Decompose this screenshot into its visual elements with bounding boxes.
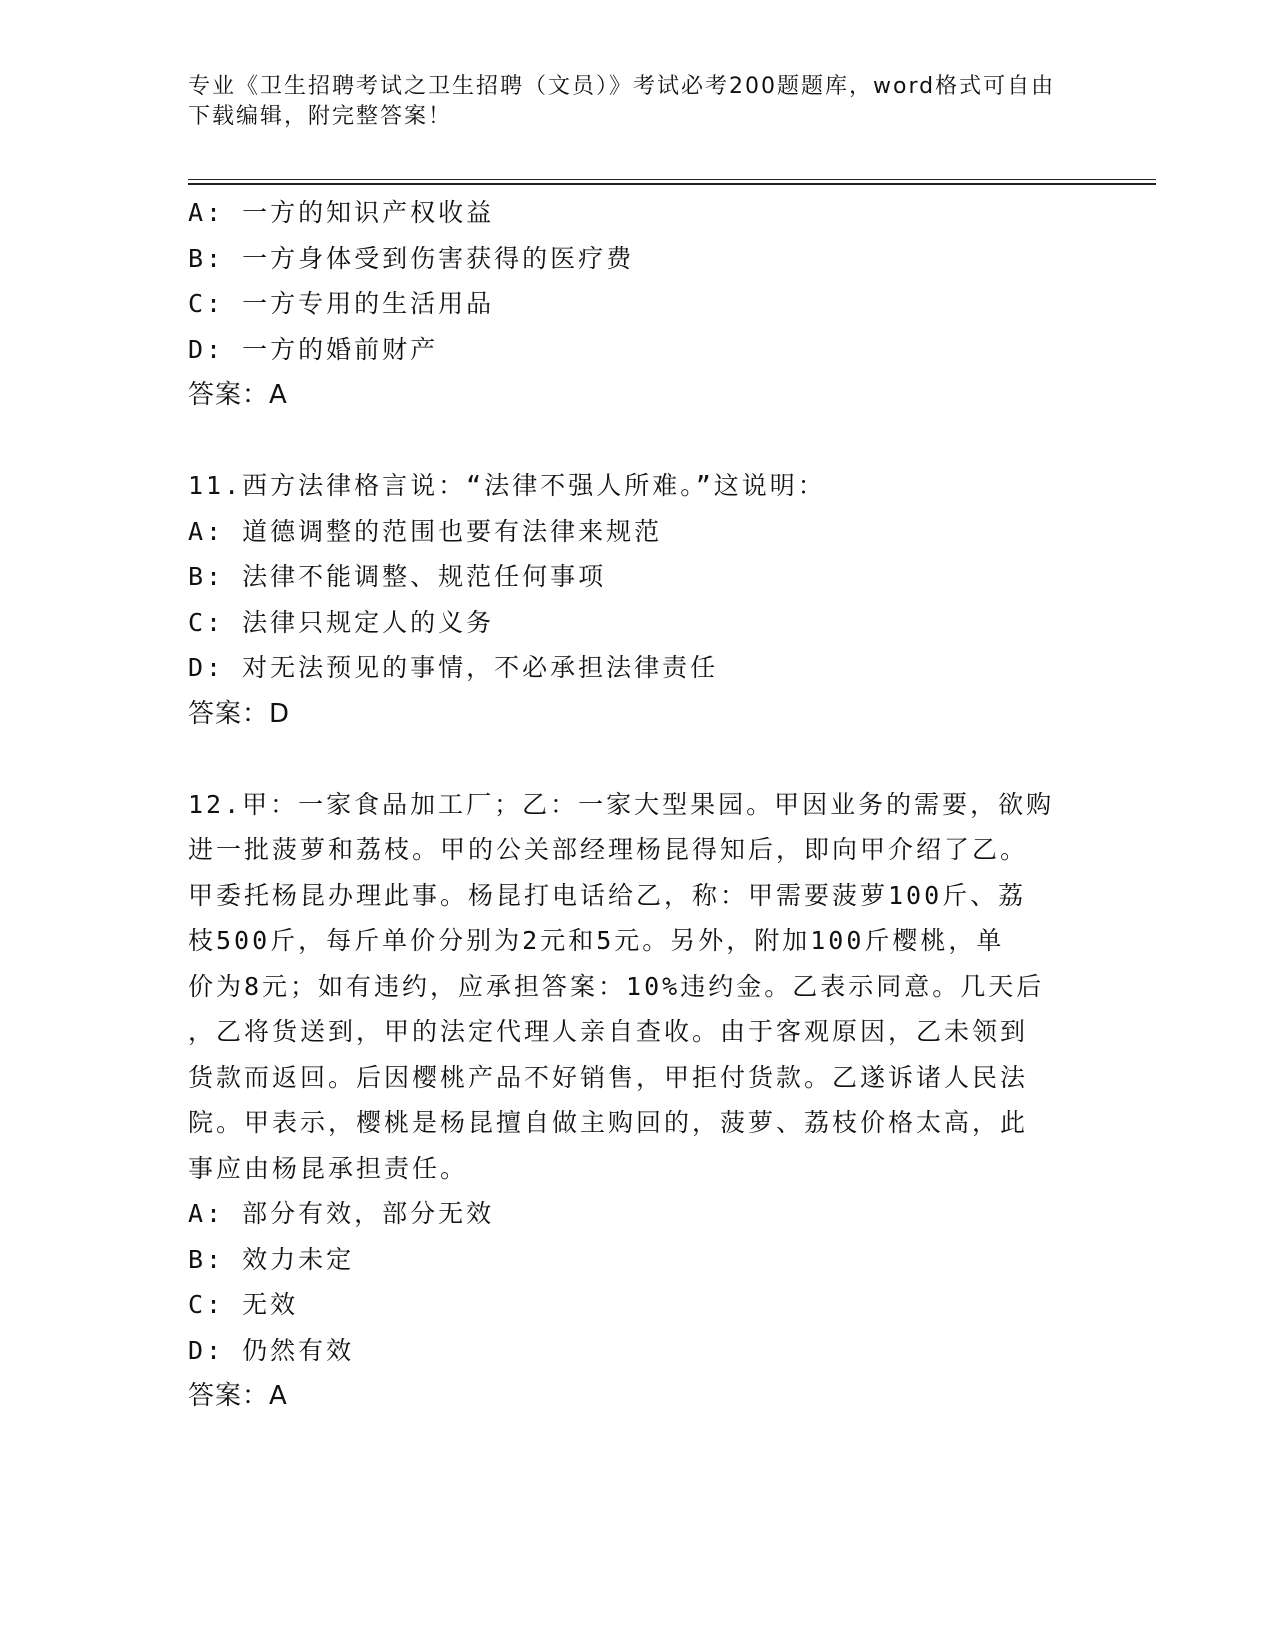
spacer [188,737,1088,782]
option-b: B: 一方身体受到伤害获得的医疗费 [188,243,635,273]
stem-line: 甲委托杨昆办理此事。杨昆打电话给乙，称：甲需要菠萝100斤、荔 [188,880,1027,910]
question-stem [188,782,1068,1192]
answer-line: 答案：A [188,1381,288,1411]
stem-line: 进一批菠萝和荔枝。甲的公关部经理杨昆得知后，即向甲介绍了乙。 [188,835,1029,864]
stem-line: 12.甲：一家食品加工厂；乙：一家大型果园。甲因业务的需要，欲购 [188,789,1055,819]
stem-line: 货款而返回。后因樱桃产品不好销售，甲拒付货款。乙遂诉诸人民法 [188,1062,1029,1092]
option-d: D: 对无法预见的事情，不必承担法律责任 [188,653,719,682]
stem-line: 枝500斤，每斤单价分别为2元和5元。另外，附加100斤樱桃，单 [188,926,1005,955]
spacer [188,418,1088,463]
option-c: C: 法律只规定人的义务 [188,607,495,637]
option-b: B: 效力未定 [188,1244,355,1274]
answer-line: 答案：A [188,380,288,410]
stem-line: 事应由杨昆承担责任。 [188,1153,469,1183]
option-a: A: 一方的知识产权收益 [188,198,495,227]
question-11 [188,463,1088,737]
header-text: 专业《卫生招聘考试之卫生招聘（文员）》考试必考200题题库，word格式可自由下载编辑，附完整答案！ [188,74,1056,129]
question-list [188,190,1088,1419]
option-c: C: 无效 [188,1290,299,1319]
answer-line: 答案：D [188,698,291,729]
option-d: D: 一方的婚前财产 [188,334,439,364]
header-rule-thick [188,183,1156,185]
stem-line: 院。甲表示，樱桃是杨昆擅自做主购回的，菠萝、荔枝价格太高，此 [188,1108,1029,1137]
option-b: B: 法律不能调整、规范任何事项 [188,562,607,591]
option-c: C: 一方专用的生活用品 [188,289,495,318]
stem-line: ，乙将货送到，甲的法定代理人亲自查收。由于客观原因，乙未领到 [188,1017,1029,1046]
option-d: D: 仍然有效 [188,1335,355,1365]
option-a: A: 部分有效，部分无效 [188,1199,495,1228]
option-a: A: 道德调整的范围也要有法律来规范 [188,516,663,546]
question-10 [188,190,1088,418]
header-rule-thin [188,179,1156,180]
question-12 [188,782,1088,1420]
document-header [188,72,1068,132]
stem-line: 价为8元；如有违约，应承担答案：10%违约金。乙表示同意。几天后 [188,971,1045,1001]
question-stem: 11.西方法律格言说：“法律不强人所难。”这说明： [188,471,826,500]
